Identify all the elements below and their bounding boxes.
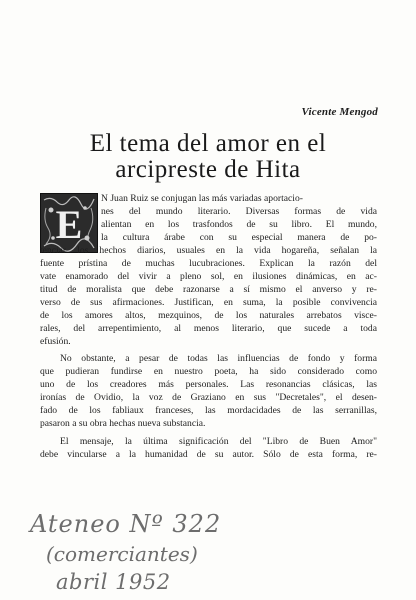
text-line: la cultura árabe con su especial manera de po- xyxy=(101,232,377,243)
text-line: No obstante, a pesar de todas las influencias de fondo y forma xyxy=(60,353,377,364)
ornamental-dropcap xyxy=(40,193,98,253)
article-title-line-2: arcipreste de Hita xyxy=(115,156,301,183)
text-line: nes del mundo literario. Diversas formas de vida xyxy=(101,206,377,217)
text-line: alientan en los trasfondos de su libro. El mundo, xyxy=(101,219,377,230)
text-line: N Juan Ruiz se conjugan las más variadas aportacio- xyxy=(101,193,303,204)
handwritten-note-line-2: (comerciantes) xyxy=(46,542,198,566)
text-line: ironías de Ovidio, la voz de Graziano en sus "Decretales", el desen- xyxy=(40,392,377,403)
text-line: uno de los creadores más personales. Las resonancias clásicas, las xyxy=(40,379,377,390)
handwritten-note-line-1: Ateneo Nº 322 xyxy=(30,510,222,538)
dropcap-ornament-icon xyxy=(41,194,97,252)
article-title-line-1: El tema del amor en el xyxy=(89,130,327,157)
text-line: que pudieran fundirse en nuestro poeta, ha sido considerado como xyxy=(40,366,377,377)
text-line: tenciar los hechos diarios, usuales en la vida hogareña, señalan la xyxy=(40,245,377,256)
text-line: debe vincularse a la humanidad de su autor. Sólo de esta forma, re- xyxy=(40,449,377,460)
text-line: verso de sus afirmaciones. Justifican, en suma, la posible convivencia xyxy=(40,297,377,308)
author-name: Vicente Mengod xyxy=(301,106,378,118)
text-line: fuente prístina de muchas lucubraciones. Explican la razón del xyxy=(40,258,377,269)
handwritten-note-line-3: abril 1952 xyxy=(56,570,171,594)
text-line: efusión. xyxy=(40,336,71,347)
text-line: pasaron a su obra hechas nueva substancia. xyxy=(40,418,206,429)
text-line: fado de los fabliaux franceses, las mordacidades de las serranillas, xyxy=(40,405,377,416)
text-line: de los amores altos, mezquinos, de los naturales arrebatos visce- xyxy=(40,310,377,321)
dropcap-letter: E xyxy=(55,202,83,247)
text-line: vate enamorado del vivir a pleno sol, en ilusiones dinámicas, en ac- xyxy=(40,271,377,282)
text-line: titud de moralista que debe razonarse a sí mismo el anverso y re- xyxy=(40,284,377,295)
text-line: rales, del arrepentimiento, al menos literario, que sucede a toda xyxy=(40,323,377,334)
text-line: El mensaje, la última significación del "Libro de Buen Amor" xyxy=(60,436,377,447)
